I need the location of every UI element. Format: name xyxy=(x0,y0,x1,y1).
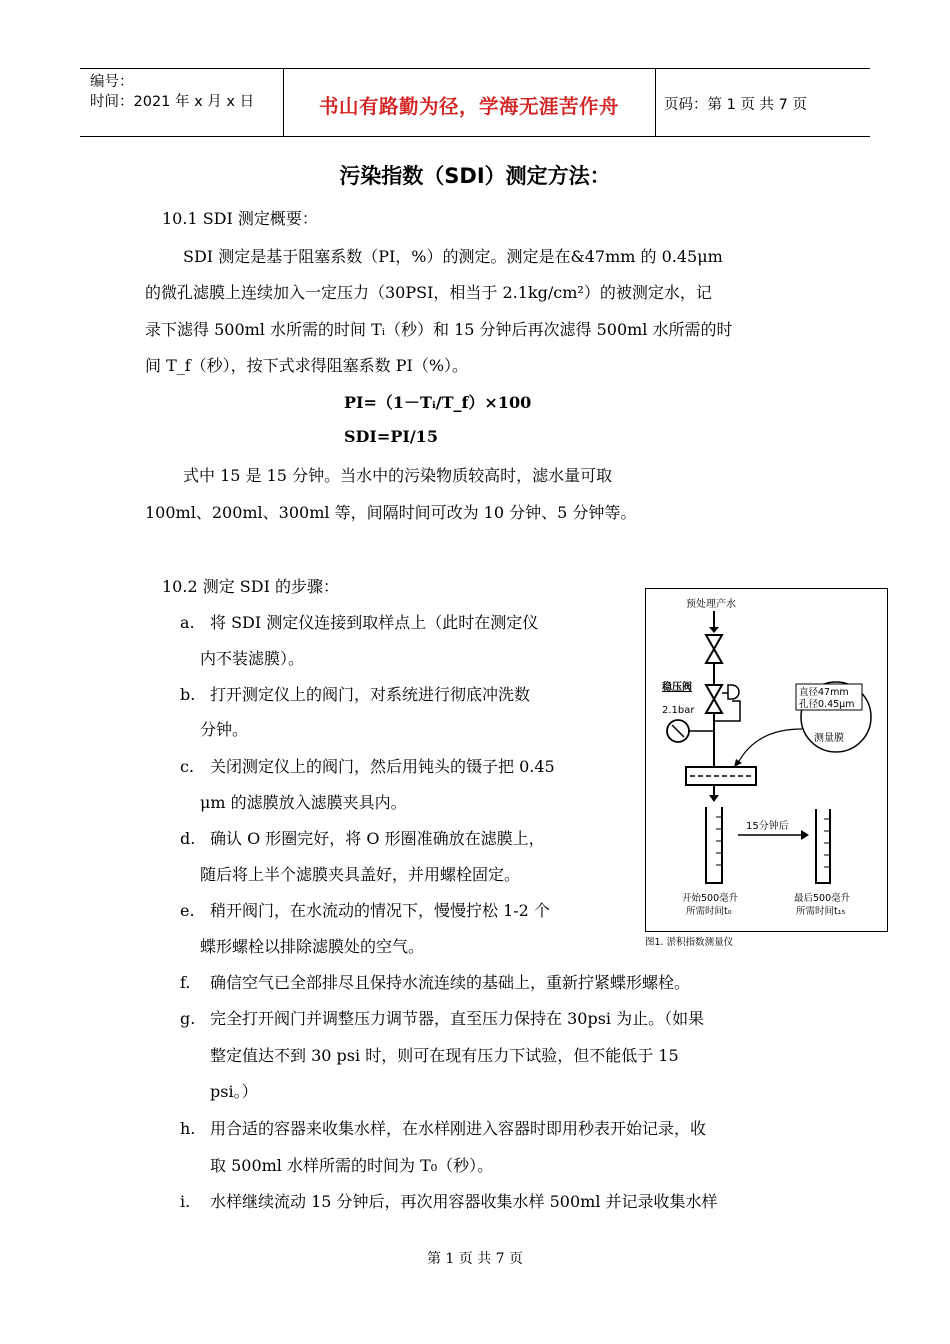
label-regulator: 稳压阀 xyxy=(662,682,692,693)
step-text: 分钟。 xyxy=(200,720,249,739)
valve-icon xyxy=(706,649,722,663)
step-text: 将 SDI 测定仪连接到取样点上（此时在测定仪 xyxy=(210,613,539,632)
label-end-time: 所需时间t₁₅ xyxy=(796,906,846,917)
label-end: 最后500毫升 xyxy=(794,893,851,904)
step-marker: c. xyxy=(180,757,195,776)
pointer-line xyxy=(738,729,802,763)
step-marker: e. xyxy=(180,901,195,920)
label-diam: 直径47mm xyxy=(799,687,849,698)
regulator-valve-icon xyxy=(706,685,722,699)
section1-para-line: SDI 测定是基于阻塞系数（PI，%）的测定。测定是在&47mm 的 0.45μm xyxy=(183,247,723,266)
section1-heading: 10.1 SDI 测定概要： xyxy=(162,209,318,228)
page-footer: 第 1 页 共 7 页 xyxy=(426,1251,524,1267)
step-item xyxy=(180,754,555,777)
step-item xyxy=(180,1189,718,1212)
header-meta xyxy=(90,72,254,112)
step-text: 完全打开阀门并调整压力调节器，直至压力保持在 30psi 为止。（如果 xyxy=(210,1009,705,1028)
section1-para-line: 录下滤得 500ml 水所需的时间 Tᵢ（秒）和 15 分钟后再次滤得 500ml 水所需的时 xyxy=(145,320,733,339)
header-motto: 书山有路勤为径，学海无涯苦作舟 xyxy=(318,95,619,118)
label-top: 预处理产水 xyxy=(686,599,736,610)
arrow-icon xyxy=(801,830,809,840)
label-interval: 15分钟后 xyxy=(746,821,789,832)
diagram-svg xyxy=(646,589,887,931)
step-marker: g. xyxy=(180,1009,196,1028)
valve-icon xyxy=(706,635,722,649)
label-start: 开始500毫升 xyxy=(682,893,739,904)
section1-para-line: 式中 15 是 15 分钟。当水中的污染物质较高时，滤水量可取 xyxy=(183,466,613,485)
label-pore: 孔径0.45μm xyxy=(799,699,855,710)
arrow-icon xyxy=(709,795,719,802)
step-item xyxy=(180,1116,706,1139)
filter-holder xyxy=(686,767,756,785)
header-page-code: 页码：第 1 页 共 7 页 xyxy=(664,97,807,113)
label-start-time: 所需时间t₀ xyxy=(686,906,732,917)
label-pressure: 2.1bar xyxy=(662,705,695,716)
step-marker: i. xyxy=(180,1192,191,1211)
section2-heading: 10.2 测定 SDI 的步骤： xyxy=(162,577,339,596)
header-code-label: 编号： xyxy=(90,74,134,90)
section1-para-line: 的微孔滤膜上连续加入一定压力（30PSI，相当于 2.1kg/cm²）的被测定水，记 xyxy=(145,283,712,302)
step-text: 取 500ml 水样所需的时间为 T₀（秒）。 xyxy=(210,1156,494,1175)
arrow-icon xyxy=(734,759,742,767)
step-text: 关闭测定仪上的阀门，然后用钝头的镊子把 0.45 xyxy=(210,757,555,776)
arrow-icon xyxy=(709,627,719,633)
regulator-actuator-icon xyxy=(722,685,739,699)
step-text: 稍开阀门，在水流动的情况下，慢慢拧松 1-2 个 xyxy=(210,901,550,920)
step-text: 水样继续流动 15 分钟后，再次用容器收集水样 500ml 并记录收集水样 xyxy=(210,1192,718,1211)
regulator-valve-icon xyxy=(706,699,722,713)
sdi-apparatus-diagram xyxy=(645,588,888,932)
page-title: 污染指数（SDI）测定方法： xyxy=(339,164,611,188)
step-marker: d. xyxy=(180,829,196,848)
section1-para-line: 100ml、200ml、300ml 等，间隔时间可改为 10 分钟、5 分钟等。 xyxy=(145,503,637,522)
step-item xyxy=(180,610,538,633)
step-marker: a. xyxy=(180,613,195,632)
step-item xyxy=(180,826,545,849)
step-marker: h. xyxy=(180,1119,196,1138)
step-text: 打开测定仪上的阀门，对系统进行彻底冲洗数 xyxy=(210,685,531,704)
step-text: psi。） xyxy=(210,1082,258,1101)
step-item xyxy=(180,970,690,993)
graduated-cylinder-icon xyxy=(816,809,830,883)
step-marker: f. xyxy=(180,973,191,992)
formula-sdi: SDI=PI/15 xyxy=(344,427,438,446)
step-item xyxy=(180,682,530,705)
header-time-label: 时间：2021 年 x 月 x 日 xyxy=(90,94,255,110)
step-text: 整定值达不到 30 psi 时，则可在现有压力下试验，但不能低于 15 xyxy=(210,1046,679,1065)
graduated-cylinder-icon xyxy=(706,807,722,883)
step-item xyxy=(180,1006,704,1029)
step-marker: b. xyxy=(180,685,196,704)
step-text: 确认 O 形圈完好，将 O 形圈准确放在滤膜上， xyxy=(210,829,545,848)
section1-para-line: 间 T_f（秒），按下式求得阻塞系数 PI（%）。 xyxy=(145,356,469,375)
step-item xyxy=(180,898,550,921)
header-divider xyxy=(655,69,656,136)
step-text: 蝶形螺栓以排除滤膜处的空气。 xyxy=(200,937,425,956)
step-text: 确信空气已全部排尽且保持水流连续的基础上，重新拧紧蝶形螺栓。 xyxy=(210,973,691,992)
figure-caption: 图1. 淤积指数测量仪 xyxy=(645,937,734,948)
label-membrane: 测量膜 xyxy=(814,733,844,744)
document-header xyxy=(80,68,870,137)
step-text: μm 的滤膜放入滤膜夹具内。 xyxy=(200,793,407,812)
step-text: 用合适的容器来收集水样，在水样刚进入容器时即用秒表开始记录，收 xyxy=(210,1119,707,1138)
formula-pi: PI=（1－Tᵢ/T_f）×100 xyxy=(344,393,532,412)
step-text: 随后将上半个滤膜夹具盖好，并用螺栓固定。 xyxy=(200,865,521,884)
step-text: 内不装滤膜）。 xyxy=(200,649,305,668)
